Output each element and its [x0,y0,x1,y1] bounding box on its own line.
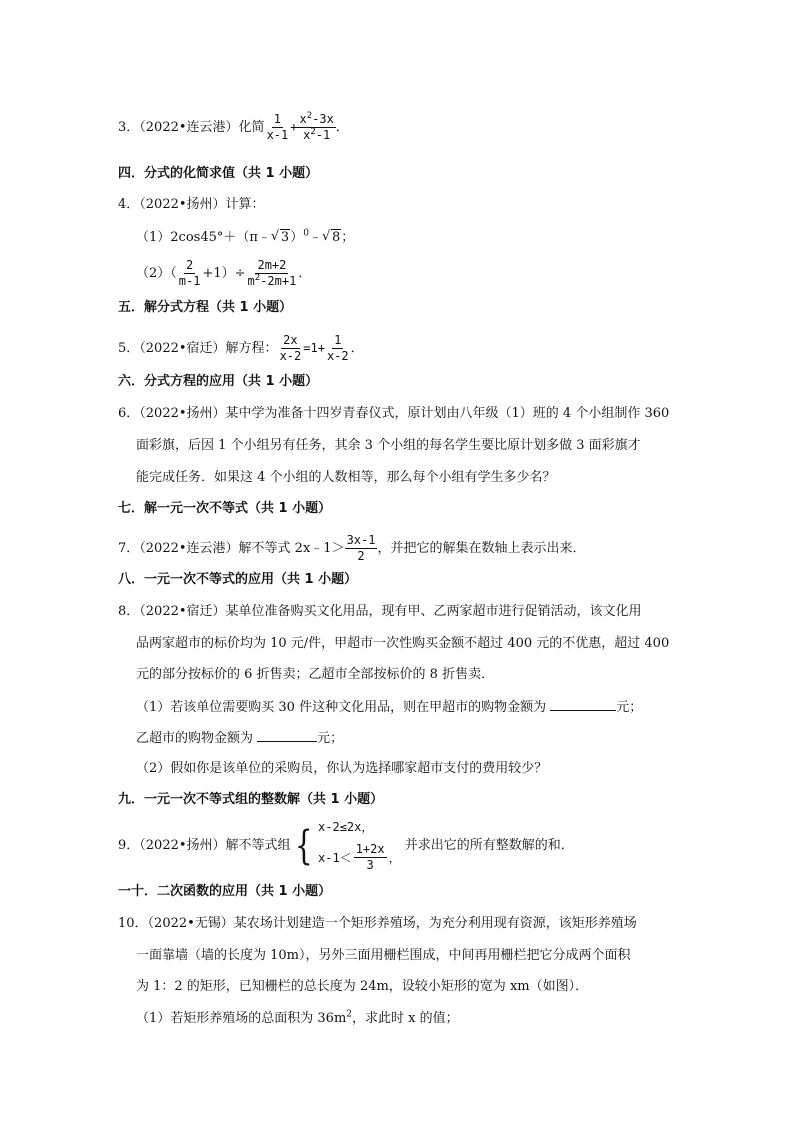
section-heading-4: 四．分式的化简求值（共 1 小题） [118,166,319,181]
fraction [278,333,304,364]
exponent: 2 [346,1009,353,1020]
question-8-line-1: 8．（2022•宿迁）某单位准备购买文化用品，现有甲、乙两家超市进行促销活动，该文化用 [118,604,642,619]
denominator [246,274,299,289]
question-10-part-1 [136,1010,459,1028]
denominator: 2 [357,549,365,563]
unit-label: 元； [616,700,643,715]
fraction [177,258,203,289]
denominator: x-2 [279,349,302,363]
expression: ﹣ [308,230,322,245]
left-brace: { [294,822,313,869]
question-number: 4． [118,197,140,212]
question-source: （2022•扬州） [139,838,226,853]
section-heading-5: 五．解分式方程（共 1 小题） [118,300,293,315]
term: -3x [312,112,334,126]
answer-blank[interactable] [257,729,317,742]
question-8-part-1-cont [136,729,343,748]
section-heading-6: 六．分式方程的应用（共 1 小题） [118,374,319,389]
system-rows [318,818,401,873]
question-8-line-3: 元的部分按标价的 6 折售卖；乙超市全部按标价的 8 折售卖． [136,667,495,682]
question-text: ，求此时 x 的值； [352,1011,459,1026]
numerator: 1+2x [355,842,385,856]
question-4 [118,196,265,214]
question-source: （2022•连云港） [139,541,239,556]
numerator: 1 [273,112,282,126]
question-source: （2022•扬州） [139,197,226,212]
fraction [265,112,291,143]
system-row-2 [318,842,401,873]
exponent: 2 [306,111,313,121]
part-label: （2）（ [136,266,177,281]
question-text: （1）若矩形养殖场的总面积为 36m [136,1011,347,1026]
denominator [301,128,332,143]
punctuation: ． [335,120,349,135]
question-5 [118,333,364,364]
fraction [325,333,351,364]
term: x [299,112,307,126]
exponent: 2 [310,127,316,137]
question-3 [118,112,349,143]
question-4-part-1 [136,229,354,247]
square-root [322,229,341,247]
question-6-line-2: 面彩旗，后因 1 个小组另有任务，其余 3 个小组的每名学生要比原计划多做 3 面彩旗才 [136,438,641,453]
question-text: 计算： [225,197,265,212]
question-8-part-2: （2）假如你是该单位的采购员，你认为选择哪家超市支付的费用较少？ [136,761,548,776]
radicand: 3 [280,230,290,245]
radicand: 8 [331,230,341,245]
fraction [246,258,299,289]
plus-sign: + [290,120,298,134]
expression: 2cos45°＋（π﹣ [170,230,271,245]
part-label: （1） [136,230,171,245]
fraction [297,112,335,143]
question-number: 9． [118,838,140,853]
question-9 [118,818,574,873]
unit-label: 元； [317,731,344,746]
numerator [297,112,335,128]
section-heading-9: 九．一元一次不等式组的整数解（共 1 小题） [118,792,384,807]
numerator: 1 [334,333,342,347]
term: -2m+1 [260,274,297,288]
question-text: 解不等式 2x﹣1＞ [238,541,345,556]
question-6-line-1: 6．（2022•扬州）某中学为准备十四岁青春仪式，原计划由八年级（1）班的 4 个小组制作 360 [118,406,670,421]
question-10-line-3: 为 1：2 的矩形，已知栅栏的总长度为 24m，设较小矩形的宽为 xm（如图）． [136,979,589,994]
term: -1 [315,128,331,142]
question-10-line-1: 10．（2022•无锡）某农场计划建造一个矩形养殖场，为充分利用现有资源，该矩形养殖场 [118,916,637,931]
question-text: 并求出它的所有整数解的和． [404,838,574,853]
question-text: ，并把它的解集在数轴上表示出来． [377,541,586,556]
inequality: x-1＜ [318,850,352,865]
question-text: 解不等式组 [225,838,291,853]
fraction [354,842,387,873]
numerator: 3x-1 [346,533,376,547]
section-heading-8: 八．一元一次不等式的应用（共 1 小题） [118,572,358,587]
fraction [345,533,378,564]
term: m [247,274,255,288]
numerator: 2 [186,258,194,272]
exponent: 2 [254,273,261,283]
denominator: m-1 [178,274,201,288]
question-text: 化简 [238,120,265,135]
question-source: （2022•宿迁） [139,341,226,356]
punctuation: ； [341,230,355,245]
question-7 [118,533,585,564]
answer-blank[interactable] [550,698,616,711]
question-8-part-1 [136,698,642,717]
term: x [303,128,311,142]
denominator: x-2 [326,349,349,363]
question-text: （1）若该单位需要购买 30 件这种文化用品，则在甲超市的购物金额为 [136,700,547,715]
exponent: 0 [303,228,309,239]
denominator: x-1 [266,128,289,142]
inequality: x-2≤2x， [318,820,374,834]
punctuation: ， [388,850,401,865]
numerator: 2x [283,333,298,347]
question-10-line-2: 一面靠墙（墙的长度为 10m），另外三面用栅栏围成，中间再用栅栏把它分成两个面积 [136,948,631,963]
expression: +1）÷ [202,266,246,281]
inequality-system [291,818,401,873]
system-row-1 [318,818,401,836]
punctuation: ． [350,341,364,356]
section-heading-7: 七．解一元一次不等式（共 1 小题） [118,501,332,516]
question-text: 乙超市的购物金额为 [136,731,254,746]
question-6-line-3: 能完成任务．如果这 4 个小组的人数相等，那么每个小组有学生多少名？ [136,470,556,485]
question-source: （2022•连云港） [139,120,239,135]
punctuation: ． [298,266,312,281]
question-4-part-2 [136,258,311,289]
numerator: 2m+2 [257,258,287,272]
question-number: 7． [118,541,140,556]
question-text: 解方程： [225,341,278,356]
expression: ） [290,230,304,245]
question-number: 3． [118,120,140,135]
square-root [271,229,290,247]
question-number: 5． [118,341,140,356]
denominator: 3 [366,858,374,872]
expression: =1+ [303,341,325,355]
section-heading-10: 一十．二次函数的应用（共 1 小题） [118,884,332,899]
question-8-line-2: 品两家超市的标价均为 10 元/件，甲超市一次性购买金额不超过 400 元的不优惠，超过 400 [136,636,670,651]
